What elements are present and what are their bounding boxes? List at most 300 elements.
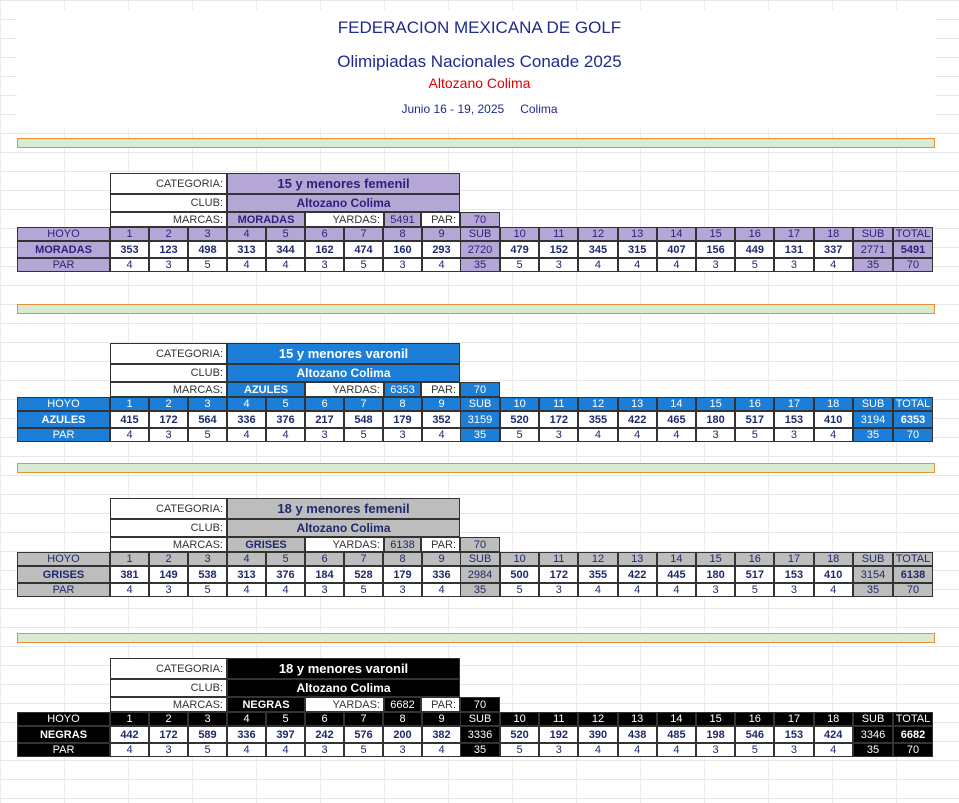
hole-yardage: 415 (110, 411, 149, 428)
tee-row-label: GRISES (17, 566, 110, 583)
hole-par: 4 (227, 583, 266, 597)
sub-out-par: 35 (460, 258, 500, 272)
hole-par: 5 (344, 743, 383, 757)
hole-yardage: 315 (618, 241, 657, 258)
hole-number: 7 (344, 397, 383, 411)
marcas-value: NEGRAS (227, 697, 305, 712)
hole-number: 13 (618, 227, 657, 241)
hole-par: 3 (774, 428, 813, 442)
total-yardage: 6138 (893, 566, 933, 583)
hole-par: 4 (422, 743, 461, 757)
hole-number: 16 (735, 552, 774, 566)
hole-yardage: 198 (696, 726, 735, 743)
categoria-label: CATEGORIA: (110, 658, 227, 679)
hole-par: 4 (657, 428, 696, 442)
hoyo-header: HOYO (17, 397, 110, 411)
hole-number: 17 (774, 397, 813, 411)
hole-yardage: 442 (110, 726, 149, 743)
hole-yardage: 397 (266, 726, 305, 743)
hole-yardage: 407 (657, 241, 696, 258)
scorecard-negras (0, 658, 959, 758)
yardas-value: 6353 (384, 382, 421, 397)
categoria-value: 15 y menores femenil (227, 173, 460, 194)
city: Colima (520, 102, 558, 116)
hole-yardage: 445 (657, 566, 696, 583)
hole-yardage: 131 (774, 241, 813, 258)
sub-in-yardage: 3154 (853, 566, 893, 583)
sub-out-header: SUB (460, 397, 500, 411)
hole-number: 5 (266, 552, 305, 566)
hole-number: 7 (344, 552, 383, 566)
hole-number: 14 (657, 227, 696, 241)
hole-yardage: 410 (814, 411, 853, 428)
federation-title: FEDERACION MEXICANA DE GOLF (337, 18, 622, 37)
hole-par: 5 (735, 428, 774, 442)
hole-number: 18 (814, 712, 853, 726)
hole-par: 4 (814, 428, 853, 442)
hole-par: 4 (814, 258, 853, 272)
categoria-value: 15 y menores varonil (227, 343, 460, 364)
hole-yardage: 465 (657, 411, 696, 428)
hole-yardage: 479 (500, 241, 539, 258)
hole-number: 16 (735, 227, 774, 241)
hole-number: 17 (774, 712, 813, 726)
club-value: Altozano Colima (227, 364, 460, 382)
hole-number: 17 (774, 552, 813, 566)
hole-number: 11 (539, 397, 578, 411)
hole-par: 3 (539, 743, 578, 757)
hole-number: 4 (227, 227, 266, 241)
hole-yardage: 424 (814, 726, 853, 743)
hole-yardage: 589 (188, 726, 227, 743)
hole-par: 4 (618, 428, 657, 442)
hole-yardage: 217 (305, 411, 344, 428)
yardas-value: 5491 (384, 212, 421, 227)
hole-par: 5 (500, 583, 539, 597)
hole-number: 6 (305, 397, 344, 411)
hole-yardage: 449 (735, 241, 774, 258)
hole-yardage: 153 (774, 411, 813, 428)
hole-yardage: 548 (344, 411, 383, 428)
divider-bar (17, 304, 935, 314)
sub-in-par: 35 (853, 583, 893, 597)
sub-out-header: SUB (460, 227, 500, 241)
hole-par: 4 (578, 583, 617, 597)
hole-par: 4 (422, 428, 461, 442)
club-value: Altozano Colima (227, 194, 460, 212)
hole-par: 4 (657, 743, 696, 757)
hole-par: 5 (344, 258, 383, 272)
hoyo-header: HOYO (17, 552, 110, 566)
hole-number: 1 (110, 552, 149, 566)
hole-yardage: 422 (618, 566, 657, 583)
hole-yardage: 390 (578, 726, 617, 743)
hole-par: 4 (266, 583, 305, 597)
hole-number: 10 (500, 227, 539, 241)
hole-number: 9 (422, 227, 461, 241)
hole-number: 15 (696, 227, 735, 241)
total-header: TOTAL (893, 397, 933, 411)
total-yardage: 5491 (893, 241, 933, 258)
event-dates (0, 102, 959, 116)
hole-number: 12 (578, 397, 617, 411)
dates: Junio 16 - 19, 2025 (401, 102, 505, 116)
hole-number: 14 (657, 552, 696, 566)
hole-yardage: 242 (305, 726, 344, 743)
hole-yardage: 313 (227, 566, 266, 583)
hole-yardage: 381 (110, 566, 149, 583)
hole-par: 3 (149, 428, 188, 442)
par-value: 70 (460, 697, 500, 712)
hole-par: 5 (735, 583, 774, 597)
par-label: PAR: (421, 212, 460, 227)
hole-number: 3 (188, 552, 227, 566)
hole-par: 4 (266, 258, 305, 272)
hole-yardage: 376 (266, 566, 305, 583)
hole-par: 3 (305, 258, 344, 272)
sub-out-yardage: 2720 (460, 241, 500, 258)
hoyo-header: HOYO (17, 712, 110, 726)
hole-yardage: 438 (618, 726, 657, 743)
hole-number: 18 (814, 397, 853, 411)
par-value: 70 (460, 537, 500, 552)
marcas-value: MORADAS (227, 212, 305, 227)
hole-par: 3 (774, 583, 813, 597)
club-label: CLUB: (110, 364, 227, 382)
hole-number: 6 (305, 552, 344, 566)
tee-row-label: NEGRAS (17, 726, 110, 743)
total-par: 70 (893, 743, 933, 757)
yardas-value: 6682 (384, 697, 421, 712)
hole-yardage: 172 (539, 411, 578, 428)
total-yardage: 6682 (893, 726, 933, 743)
hole-par: 5 (735, 258, 774, 272)
hole-par: 3 (696, 258, 735, 272)
hole-par: 5 (344, 428, 383, 442)
hole-yardage: 153 (774, 726, 813, 743)
club-value: Altozano Colima (227, 679, 460, 697)
venue-title: Altozano Colima (428, 75, 531, 91)
hole-par: 3 (383, 258, 422, 272)
hole-yardage: 172 (539, 566, 578, 583)
hole-yardage: 564 (188, 411, 227, 428)
hole-yardage: 179 (383, 411, 422, 428)
hole-yardage: 336 (227, 411, 266, 428)
hole-par: 5 (344, 583, 383, 597)
hole-par: 4 (578, 428, 617, 442)
hole-par: 4 (814, 743, 853, 757)
categoria-label: CATEGORIA: (110, 173, 227, 194)
par-label: PAR: (421, 537, 460, 552)
hole-number: 8 (383, 397, 422, 411)
hole-par: 5 (188, 428, 227, 442)
marcas-label: MARCAS: (110, 382, 227, 397)
hole-yardage: 382 (422, 726, 461, 743)
sub-out-yardage: 3159 (460, 411, 500, 428)
hole-number: 10 (500, 552, 539, 566)
par-value: 70 (460, 212, 500, 227)
hole-yardage: 153 (774, 566, 813, 583)
total-header: TOTAL (893, 227, 933, 241)
par-label: PAR: (421, 697, 460, 712)
total-par: 70 (893, 428, 933, 442)
hole-number: 9 (422, 712, 461, 726)
yardas-label: YARDAS: (305, 537, 384, 552)
hole-par: 3 (305, 583, 344, 597)
categoria-label: CATEGORIA: (110, 498, 227, 519)
club-label: CLUB: (110, 679, 227, 697)
tee-row-label: MORADAS (17, 241, 110, 258)
divider-bar (17, 633, 935, 643)
hole-yardage: 160 (383, 241, 422, 258)
hole-par: 4 (110, 743, 149, 757)
hole-par: 5 (500, 743, 539, 757)
hole-yardage: 149 (149, 566, 188, 583)
hole-par: 4 (657, 583, 696, 597)
hole-par: 3 (149, 743, 188, 757)
hole-yardage: 474 (344, 241, 383, 258)
hole-number: 10 (500, 712, 539, 726)
sub-in-par: 35 (853, 258, 893, 272)
par-row-label: PAR (17, 258, 110, 272)
hole-yardage: 156 (696, 241, 735, 258)
hole-yardage: 184 (305, 566, 344, 583)
hole-par: 4 (657, 258, 696, 272)
marcas-value: AZULES (227, 382, 305, 397)
hole-par: 3 (539, 583, 578, 597)
marcas-label: MARCAS: (110, 212, 227, 227)
hole-par: 4 (110, 428, 149, 442)
par-row-label: PAR (17, 428, 110, 442)
hole-par: 3 (539, 428, 578, 442)
hole-yardage: 528 (344, 566, 383, 583)
sub-in-header: SUB (853, 227, 893, 241)
hole-yardage: 200 (383, 726, 422, 743)
hole-par: 3 (305, 743, 344, 757)
categoria-value: 18 y menores femenil (227, 498, 460, 519)
hole-par: 5 (188, 743, 227, 757)
divider-bar (17, 138, 935, 148)
yardas-label: YARDAS: (305, 697, 384, 712)
hole-number: 5 (266, 227, 305, 241)
hole-number: 15 (696, 552, 735, 566)
sub-out-header: SUB (460, 712, 500, 726)
hole-par: 3 (149, 583, 188, 597)
hole-number: 2 (149, 712, 188, 726)
hole-yardage: 172 (149, 726, 188, 743)
divider-bar (17, 463, 935, 473)
hole-yardage: 355 (578, 566, 617, 583)
hole-number: 3 (188, 227, 227, 241)
hole-par: 3 (383, 743, 422, 757)
hole-number: 8 (383, 712, 422, 726)
hole-yardage: 192 (539, 726, 578, 743)
event-title: Olimipiadas Nacionales Conade 2025 (337, 52, 622, 71)
hole-yardage: 345 (578, 241, 617, 258)
hole-par: 3 (383, 428, 422, 442)
hole-number: 10 (500, 397, 539, 411)
sub-out-yardage: 2984 (460, 566, 500, 583)
hole-number: 6 (305, 227, 344, 241)
hole-yardage: 498 (188, 241, 227, 258)
tee-row-label: AZULES (17, 411, 110, 428)
hole-number: 9 (422, 397, 461, 411)
hole-par: 4 (227, 428, 266, 442)
hole-number: 5 (266, 397, 305, 411)
hole-number: 1 (110, 227, 149, 241)
total-yardage: 6353 (893, 411, 933, 428)
scorecard-moradas (0, 173, 959, 273)
par-row-label: PAR (17, 743, 110, 757)
hole-number: 14 (657, 712, 696, 726)
hole-yardage: 313 (227, 241, 266, 258)
sub-out-par: 35 (460, 583, 500, 597)
yardas-label: YARDAS: (305, 212, 384, 227)
hole-yardage: 336 (422, 566, 461, 583)
sub-in-yardage: 3346 (853, 726, 893, 743)
marcas-label: MARCAS: (110, 537, 227, 552)
hole-par: 4 (110, 258, 149, 272)
hole-yardage: 180 (696, 411, 735, 428)
par-row-label: PAR (17, 583, 110, 597)
hole-par: 3 (539, 258, 578, 272)
hole-par: 3 (774, 743, 813, 757)
hole-number: 8 (383, 552, 422, 566)
hole-number: 3 (188, 712, 227, 726)
hole-yardage: 336 (227, 726, 266, 743)
sub-in-yardage: 3194 (853, 411, 893, 428)
hole-number: 14 (657, 397, 696, 411)
hole-number: 6 (305, 712, 344, 726)
hole-par: 5 (500, 428, 539, 442)
categoria-label: CATEGORIA: (110, 343, 227, 364)
hole-yardage: 422 (618, 411, 657, 428)
hole-number: 2 (149, 552, 188, 566)
hole-yardage: 517 (735, 566, 774, 583)
hole-par: 4 (618, 258, 657, 272)
hole-number: 4 (227, 552, 266, 566)
hole-par: 4 (266, 428, 305, 442)
hole-number: 18 (814, 227, 853, 241)
hole-number: 13 (618, 712, 657, 726)
hole-yardage: 520 (500, 411, 539, 428)
total-header: TOTAL (893, 552, 933, 566)
total-header: TOTAL (893, 712, 933, 726)
hole-number: 8 (383, 227, 422, 241)
hole-number: 2 (149, 227, 188, 241)
hole-number: 12 (578, 227, 617, 241)
hole-number: 2 (149, 397, 188, 411)
hole-yardage: 172 (149, 411, 188, 428)
hoyo-header: HOYO (17, 227, 110, 241)
hole-number: 12 (578, 552, 617, 566)
hole-yardage: 179 (383, 566, 422, 583)
hole-number: 11 (539, 712, 578, 726)
scorecard-azules (0, 343, 959, 443)
total-par: 70 (893, 258, 933, 272)
hole-yardage: 485 (657, 726, 696, 743)
hole-par: 4 (266, 743, 305, 757)
hole-yardage: 355 (578, 411, 617, 428)
sub-in-header: SUB (853, 397, 893, 411)
yardas-label: YARDAS: (305, 382, 384, 397)
hole-number: 18 (814, 552, 853, 566)
hole-par: 4 (110, 583, 149, 597)
hole-par: 4 (578, 258, 617, 272)
hole-number: 16 (735, 397, 774, 411)
hole-number: 1 (110, 397, 149, 411)
hole-yardage: 293 (422, 241, 461, 258)
sub-out-yardage: 3336 (460, 726, 500, 743)
par-label: PAR: (421, 382, 460, 397)
hole-number: 12 (578, 712, 617, 726)
hole-number: 9 (422, 552, 461, 566)
sub-in-header: SUB (853, 552, 893, 566)
hole-yardage: 538 (188, 566, 227, 583)
hole-par: 3 (774, 258, 813, 272)
hole-par: 5 (735, 743, 774, 757)
hole-par: 4 (618, 583, 657, 597)
hole-number: 3 (188, 397, 227, 411)
hole-par: 5 (188, 258, 227, 272)
hole-yardage: 352 (422, 411, 461, 428)
hole-par: 4 (422, 258, 461, 272)
hole-par: 5 (188, 583, 227, 597)
hole-par: 4 (814, 583, 853, 597)
hole-number: 13 (618, 397, 657, 411)
hole-yardage: 410 (814, 566, 853, 583)
hole-par: 4 (227, 743, 266, 757)
club-label: CLUB: (110, 519, 227, 537)
hole-number: 5 (266, 712, 305, 726)
hole-par: 3 (305, 428, 344, 442)
hole-par: 4 (578, 743, 617, 757)
hole-yardage: 152 (539, 241, 578, 258)
hole-yardage: 546 (735, 726, 774, 743)
hole-par: 4 (227, 258, 266, 272)
sub-in-par: 35 (853, 428, 893, 442)
hole-number: 7 (344, 227, 383, 241)
hole-yardage: 517 (735, 411, 774, 428)
hole-yardage: 520 (500, 726, 539, 743)
sub-in-yardage: 2771 (853, 241, 893, 258)
hole-number: 1 (110, 712, 149, 726)
hole-number: 13 (618, 552, 657, 566)
club-value: Altozano Colima (227, 519, 460, 537)
yardas-value: 6138 (384, 537, 421, 552)
sub-in-header: SUB (853, 712, 893, 726)
hole-yardage: 337 (814, 241, 853, 258)
hole-number: 15 (696, 712, 735, 726)
marcas-value: GRISES (227, 537, 305, 552)
hole-par: 3 (696, 428, 735, 442)
hole-number: 15 (696, 397, 735, 411)
hole-yardage: 123 (149, 241, 188, 258)
scorecard-grises (0, 498, 959, 598)
hole-number: 11 (539, 552, 578, 566)
hole-par: 4 (618, 743, 657, 757)
hole-yardage: 344 (266, 241, 305, 258)
hole-number: 4 (227, 397, 266, 411)
categoria-value: 18 y menores varonil (227, 658, 460, 679)
hole-yardage: 162 (305, 241, 344, 258)
hole-par: 5 (500, 258, 539, 272)
hole-number: 16 (735, 712, 774, 726)
sub-out-header: SUB (460, 552, 500, 566)
marcas-label: MARCAS: (110, 697, 227, 712)
hole-par: 3 (149, 258, 188, 272)
hole-par: 3 (696, 743, 735, 757)
